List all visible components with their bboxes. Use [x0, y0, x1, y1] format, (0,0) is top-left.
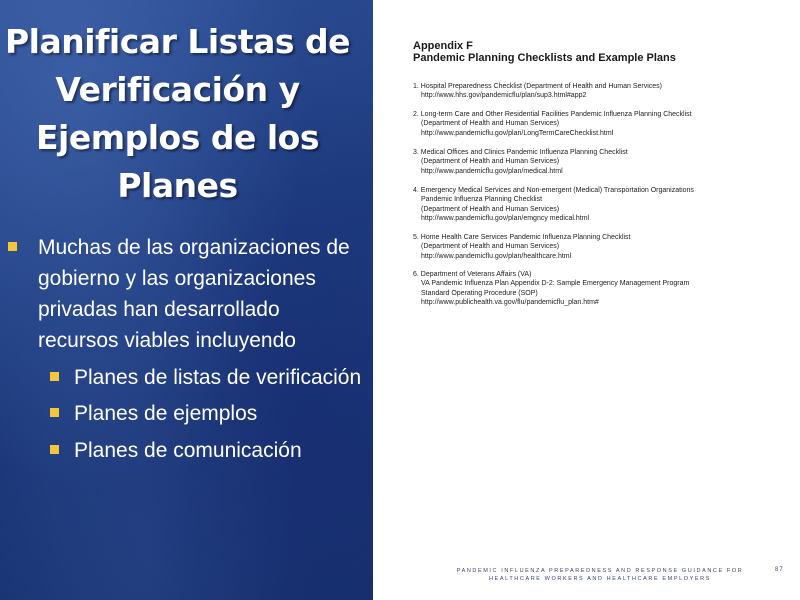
- slide-panel: [0, 0, 373, 600]
- sub-bullet-text: Planes de ejemplos: [74, 402, 258, 425]
- title-line: Planificar Listas de: [5, 22, 350, 61]
- item-url: http://www.pandemicflu.gov/plan/LongTermCareChecklist.html: [421, 129, 614, 137]
- appendix-heading: Pandemic Planning Checklists and Example Plans: [413, 52, 676, 64]
- page-footer: [455, 567, 745, 583]
- page-number: 87: [775, 567, 784, 573]
- slide-title: [0, 18, 355, 210]
- item-line: Standard Operating Procedure (SOP): [421, 289, 538, 297]
- item-line: 5. Home Health Care Services Pandemic Influenza Planning Checklist: [413, 234, 631, 241]
- sub-bullet-text: Planes de listas de verificación: [74, 366, 362, 389]
- checklist-item: [413, 233, 631, 261]
- bullet-line: privadas han desarrollado: [38, 298, 280, 321]
- item-line: (Department of Health and Human Services): [421, 158, 560, 166]
- item-line: VA Pandemic Influenza Plan Appendix D-2: Sample Emergency Management Program: [421, 280, 690, 288]
- item-url: http://www.publichealth.va.gov/flu/pandemicflu_plan.htm#: [421, 299, 599, 307]
- item-line: (Department of Health and Human Services): [421, 205, 560, 213]
- square-bullet-icon: [8, 242, 17, 251]
- square-bullet-icon: [50, 372, 59, 381]
- footer-line: PANDEMIC INFLUENZA PREPAREDNESS AND RESPONSE GUIDANCE FOR: [456, 568, 744, 574]
- item-line: 1. Hospital Preparedness Checklist (Department of Health and Human Services): [413, 83, 663, 90]
- bullet-line: gobierno y las organizaciones: [38, 267, 316, 290]
- sub-bullet-text: Planes de comunicación: [74, 439, 302, 462]
- item-line: (Department of Health and Human Services): [421, 120, 560, 128]
- checklist-item: [413, 270, 689, 308]
- title-line: Planes: [117, 166, 238, 205]
- document-page: [373, 0, 800, 600]
- item-line: 2. Long-term Care and Other Residential Facilities Pandemic Influenza Planning Checklist: [413, 111, 692, 118]
- bullet-line: Muchas de las organizaciones de: [38, 236, 350, 259]
- item-url: http://www.pandemicflu.gov/plan/emgncy medical.html: [421, 215, 590, 223]
- main-bullet-text: [38, 232, 373, 356]
- square-bullet-icon: [50, 445, 59, 454]
- checklist-item: [413, 82, 662, 101]
- item-line: Pandemic Influenza Planning Checklist: [421, 196, 543, 204]
- checklist-item: [413, 148, 628, 176]
- item-line: (Department of Health and Human Services): [421, 243, 560, 251]
- item-line: 3. Medical Offices and Clinics Pandemic Influenza Planning Checklist: [413, 149, 628, 156]
- item-line: 6. Department of Veterans Affairs (VA): [413, 271, 532, 278]
- footer-line: HEALTHCARE WORKERS AND HEALTHCARE EMPLOYERS: [488, 576, 711, 582]
- item-url: http://www.hhs.gov/pandemicflu/plan/sup3.html#app2: [421, 92, 587, 100]
- appendix-label: Appendix F: [413, 40, 473, 52]
- square-bullet-icon: [50, 408, 59, 417]
- checklist-item: [413, 110, 692, 138]
- item-line: 4. Emergency Medical Services and Non-emergent (Medical) Transportation Organizations: [413, 187, 694, 194]
- checklist-item: [413, 186, 694, 224]
- title-line: Ejemplos de los: [36, 118, 319, 157]
- title-line: Verificación y: [55, 70, 300, 109]
- item-url: http://www.pandemicflu.gov/plan/healthcare.html: [421, 252, 572, 260]
- bullet-line: recursos viables incluyendo: [38, 329, 296, 352]
- item-url: http://www.pandemicflu.gov/plan/medical.html: [421, 167, 563, 175]
